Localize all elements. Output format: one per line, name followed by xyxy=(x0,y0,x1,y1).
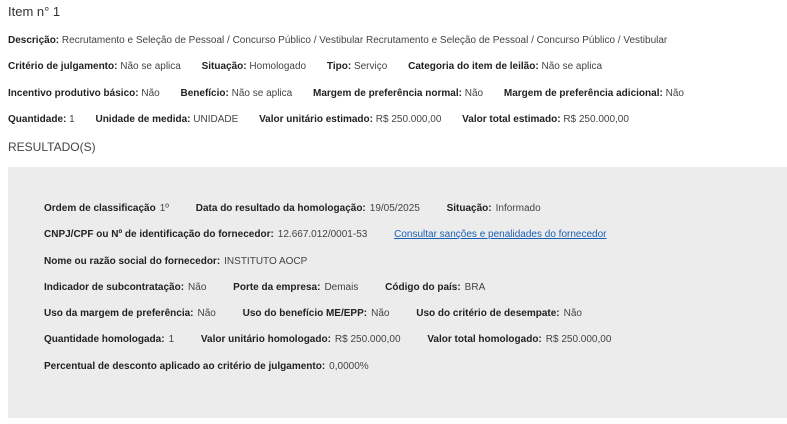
beneficio-field xyxy=(181,88,293,99)
resultado-row-2 xyxy=(44,229,606,240)
situacao-label: Situação: xyxy=(201,61,247,72)
margem-normal-value: Não xyxy=(464,88,484,99)
resultado-situacao-value: Informado xyxy=(495,203,541,214)
margem-adicional-field xyxy=(504,88,684,99)
uso-criterio-label: Uso do critério de desempate: xyxy=(416,308,560,319)
data-homologacao-value: 19/05/2025 xyxy=(369,203,420,214)
percentual-label: Percentual de desconto aplicado ao critério de julgamento: xyxy=(44,361,326,372)
pais-label: Código do país: xyxy=(385,282,461,293)
quantidade-label: Quantidade: xyxy=(8,114,67,125)
margem-adicional-label: Margem de preferência adicional: xyxy=(503,88,663,99)
nome-fornecedor-value: INSTITUTO AOCP xyxy=(224,256,308,267)
margem-normal-label: Margem de preferência normal: xyxy=(313,88,462,99)
descricao-label: Descrição: xyxy=(8,35,60,46)
pais-field xyxy=(385,282,485,293)
resultado-row-6 xyxy=(44,334,611,345)
resultados-title: RESULTADO(S) xyxy=(8,140,96,154)
situacao-value: Homologado xyxy=(249,61,307,72)
cnpj-value: 12.667.012/0001-53 xyxy=(277,229,368,240)
qtd-homologada-value: 1 xyxy=(168,334,175,345)
valor-unit-homologado-label: Valor unitário homologado: xyxy=(200,334,331,345)
valor-total-field xyxy=(462,114,629,125)
descricao-value: Recrutamento e Seleção de Pessoal / Concurso Público / Vestibular Recrutamento e Seleção de Pessoal / Concurso Público / Vestibular xyxy=(61,35,668,46)
categoria-value: Não se aplica xyxy=(541,61,603,72)
uso-margem-field xyxy=(44,308,216,319)
valor-unitario-label: Valor unitário estimado: xyxy=(259,114,373,125)
uso-criterio-value: Não xyxy=(563,308,582,319)
uso-criterio-field xyxy=(416,308,582,319)
unidade-value: UNIDADE xyxy=(193,114,239,125)
item-info-row-3 xyxy=(8,114,629,125)
resultado-row-7 xyxy=(44,361,369,372)
quantidade-value: 1 xyxy=(69,114,75,125)
porte-value: Demais xyxy=(324,282,359,293)
criterio-field xyxy=(8,61,181,72)
categoria-label: Categoria do item de leilão: xyxy=(408,61,539,72)
quantidade-field xyxy=(8,114,75,125)
nome-fornecedor-field xyxy=(44,256,307,267)
tipo-value: Serviço xyxy=(353,61,388,72)
valor-total-homologado-label: Valor total homologado: xyxy=(427,334,542,345)
uso-beneficio-label: Uso do benefício ME/EPP: xyxy=(242,308,368,319)
valor-unit-homologado-field xyxy=(201,334,401,345)
tipo-label: Tipo: xyxy=(326,61,352,72)
criterio-value: Não se aplica xyxy=(120,61,181,72)
item-title: Item n° 1 xyxy=(8,4,61,19)
margem-adicional-value: Não xyxy=(665,88,684,99)
unidade-label: Unidade de medida: xyxy=(95,114,191,125)
uso-beneficio-field xyxy=(243,308,390,319)
beneficio-value: Não se aplica xyxy=(231,88,293,99)
consultar-sancoes-link[interactable]: Consultar sanções e penalidades do fornecedor xyxy=(394,229,607,240)
subcontratacao-value: Não xyxy=(188,282,207,293)
valor-total-homologado-field xyxy=(427,334,611,345)
nome-fornecedor-label: Nome ou razão social do fornecedor: xyxy=(44,256,221,267)
resultado-row-1 xyxy=(44,203,541,214)
valor-unitario-value: R$ 250.000,00 xyxy=(375,114,442,125)
qtd-homologada-label: Quantidade homologada: xyxy=(44,334,165,345)
unidade-field xyxy=(95,114,238,125)
resultado-row-5 xyxy=(44,308,582,319)
resultado-panel xyxy=(8,167,787,418)
qtd-homologada-field xyxy=(44,334,174,345)
incentivo-field xyxy=(8,88,160,99)
uso-margem-label: Uso da margem de preferência: xyxy=(44,308,194,319)
descricao-row xyxy=(8,35,667,46)
cnpj-label: CNPJ/CPF ou Nº de identificação do fornecedor: xyxy=(44,229,274,240)
valor-total-value: R$ 250.000,00 xyxy=(563,114,629,125)
subcontratacao-field xyxy=(44,282,206,293)
categoria-field xyxy=(408,61,602,72)
resultado-situacao-field xyxy=(447,203,541,214)
beneficio-label: Benefício: xyxy=(180,88,229,99)
resultado-row-4 xyxy=(44,282,485,293)
ordem-field xyxy=(44,203,169,214)
valor-total-label: Valor total estimado: xyxy=(462,114,561,125)
uso-margem-value: Não xyxy=(197,308,216,319)
data-homologacao-field xyxy=(196,203,420,214)
porte-field xyxy=(233,282,358,293)
ordem-value: 1º xyxy=(159,203,169,214)
subcontratacao-label: Indicador de subcontratação: xyxy=(44,282,185,293)
data-homologacao-label: Data do resultado da homologação: xyxy=(195,203,366,214)
percentual-field xyxy=(44,361,369,372)
item-info-row-1 xyxy=(8,61,602,72)
valor-total-homologado-value: R$ 250.000,00 xyxy=(545,334,612,345)
percentual-value: 0,0000% xyxy=(329,361,369,372)
valor-unitario-field xyxy=(259,114,441,125)
cnpj-field xyxy=(44,229,367,240)
porte-label: Porte da empresa: xyxy=(233,282,321,293)
incentivo-value: Não xyxy=(141,88,160,99)
uso-beneficio-value: Não xyxy=(371,308,390,319)
situacao-field xyxy=(202,61,307,72)
resultado-row-3 xyxy=(44,256,307,267)
margem-normal-field xyxy=(313,88,483,99)
resultado-situacao-label: Situação: xyxy=(446,203,492,214)
valor-unit-homologado-value: R$ 250.000,00 xyxy=(334,334,401,345)
pais-value: BRA xyxy=(464,282,486,293)
item-info-row-2 xyxy=(8,88,684,99)
incentivo-label: Incentivo produtivo básico: xyxy=(8,88,139,99)
criterio-label: Critério de julgamento: xyxy=(8,61,118,72)
tipo-field xyxy=(327,61,387,72)
ordem-label: Ordem de classificação xyxy=(44,203,156,214)
